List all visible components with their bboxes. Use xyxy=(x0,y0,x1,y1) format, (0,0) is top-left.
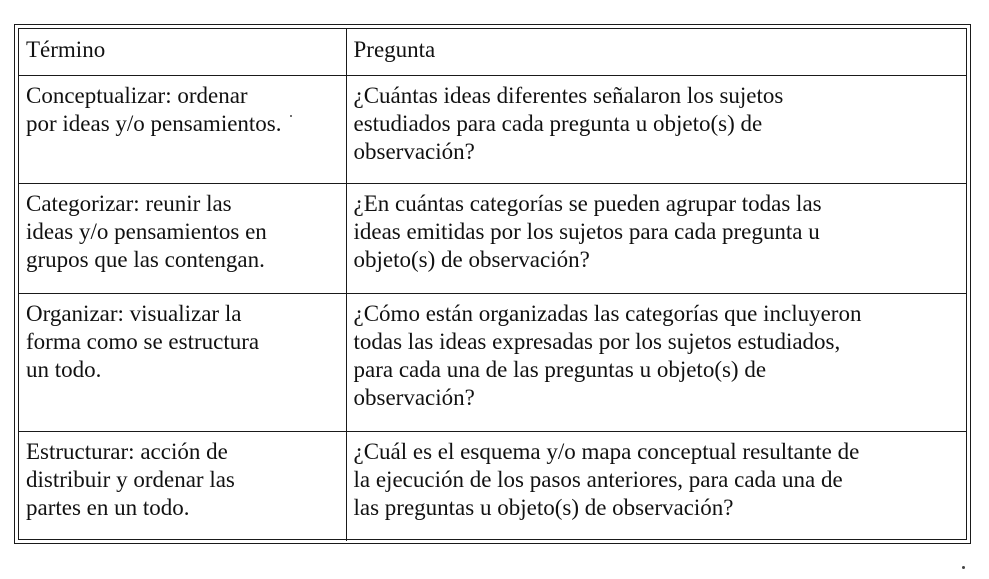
question-text: ¿En cuántas categorías se pueden agrupar todas las ideas emitidas por los sujetos para cada pregunta u objeto(s) de observación? xyxy=(353,190,822,272)
table-row xyxy=(19,293,966,431)
term-cell xyxy=(19,431,346,541)
question-cell xyxy=(346,293,966,431)
question-text: ¿Cómo están organizadas las categorías que incluyeron todas las ideas expresadas por los sujetos estudiados, para cada una de las preguntas u objeto(s) de observación? xyxy=(353,300,862,410)
scan-speck xyxy=(290,115,292,117)
table-row xyxy=(19,75,966,183)
question-cell xyxy=(346,431,966,541)
question-text: ¿Cuál es el esquema y/o mapa conceptual resultante de la ejecución de los pasos anteriores, para cada una de las preguntas u objeto(s) de observación? xyxy=(353,438,860,520)
term-cell xyxy=(19,183,346,293)
table-header-row xyxy=(19,29,966,75)
term-text: Conceptualizar: ordenar por ideas y/o pensamientos. xyxy=(26,82,282,136)
header-question xyxy=(346,29,966,75)
term-cell xyxy=(19,293,346,431)
header-term xyxy=(19,29,346,75)
term-cell xyxy=(19,75,346,183)
term-text: Organizar: visualizar la forma como se estructura un todo. xyxy=(26,300,260,382)
term-text: Categorizar: reunir las ideas y/o pensamientos en grupos que las contengan. xyxy=(26,190,267,272)
header-term-text: Término xyxy=(26,37,106,62)
header-question-text: Pregunta xyxy=(353,37,436,62)
definitions-table-frame xyxy=(14,24,971,544)
table-row xyxy=(19,431,966,541)
question-cell xyxy=(346,183,966,293)
definitions-table xyxy=(19,29,966,541)
table-row xyxy=(19,183,966,293)
scan-speck xyxy=(962,566,965,569)
term-text: Estructurar: acción de distribuir y ordenar las partes en un todo. xyxy=(26,438,235,520)
question-cell xyxy=(346,75,966,183)
definitions-table-inner-frame xyxy=(18,28,967,540)
question-text: ¿Cuántas ideas diferentes señalaron los sujetos estudiados para cada pregunta u objeto(s) de observación? xyxy=(353,82,784,164)
